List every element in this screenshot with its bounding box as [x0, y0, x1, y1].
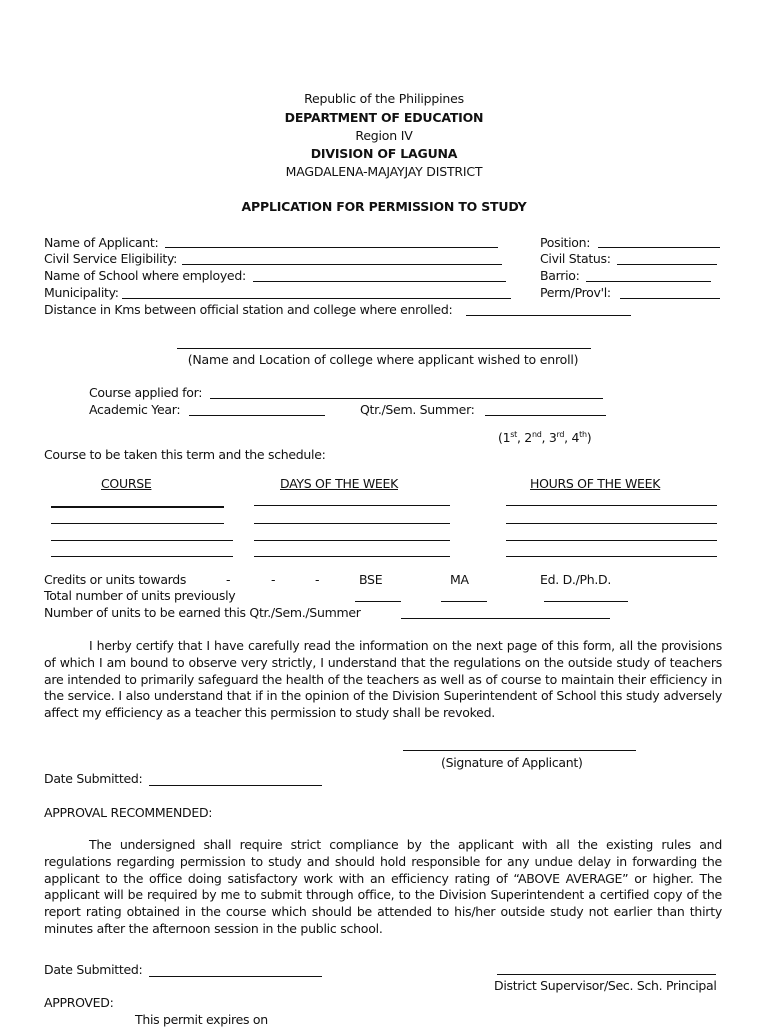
applicant-signature-field[interactable] — [403, 750, 636, 751]
dash-3: - — [315, 572, 320, 587]
days-row-4[interactable] — [254, 556, 450, 557]
perm-provl-field[interactable] — [620, 298, 720, 299]
days-row-3[interactable] — [254, 540, 450, 541]
course-row-3[interactable] — [51, 540, 233, 541]
civil-status-label: Civil Status: — [540, 251, 611, 266]
civil-service-label: Civil Service Eligibility: — [44, 251, 178, 266]
units-to-earn-label: Number of units to be earned this Qtr./Sem./Summer — [44, 605, 361, 620]
qtr-sem-label: Qtr./Sem. Summer: — [360, 402, 475, 417]
date-submitted-2-label: Date Submitted: — [44, 962, 143, 977]
civil-status-field[interactable] — [617, 264, 717, 265]
header-region: Region IV — [355, 128, 413, 143]
edd-label: Ed. D./Ph.D. — [540, 572, 612, 587]
signature-caption: (Signature of Applicant) — [441, 755, 583, 770]
course-row-4[interactable] — [51, 556, 233, 557]
course-applied-field[interactable] — [210, 398, 603, 399]
bse-units-field[interactable] — [355, 601, 401, 602]
header-district: MAGDALENA-MAJAYJAY DISTRICT — [285, 164, 483, 179]
certification-paragraph: I herby certify that I have carefully read the information on the next page of this form, all the provisions of which I am bound to observe very strictly, I understand that the regulations on the outside study of teachers are intended to primarily safeguard the health of the teachers as well as of course to maintain their efficiency in the service. I also understand that if in the opinion of the Division Superintendent of School this study adversely affect my efficiency as a teacher this permission to study shall be revoked. — [44, 638, 722, 721]
date-submitted-2-field[interactable] — [149, 976, 322, 977]
barrio-field[interactable] — [586, 281, 711, 282]
approved-label: APPROVED: — [44, 995, 114, 1010]
header-republic: Republic of the Philippines — [304, 91, 464, 106]
dash-1: - — [226, 572, 231, 587]
hours-row-4[interactable] — [506, 556, 717, 557]
perm-provl-label: Perm/Prov'l: — [540, 285, 611, 300]
name-of-applicant-field[interactable] — [165, 247, 498, 248]
date-submitted-field[interactable] — [149, 785, 322, 786]
ordinal-note: (1st, 2nd, 3rd, 4th) — [498, 429, 592, 445]
approval-recommended-label: APPROVAL RECOMMENDED: — [44, 805, 213, 820]
units-to-earn-field[interactable] — [401, 618, 610, 619]
position-label: Position: — [540, 235, 591, 250]
barrio-label: Barrio: — [540, 268, 580, 283]
course-applied-label: Course applied for: — [89, 385, 203, 400]
academic-year-label: Academic Year: — [89, 402, 181, 417]
edd-units-field[interactable] — [544, 601, 628, 602]
days-row-2[interactable] — [254, 523, 450, 524]
school-employed-field[interactable] — [253, 281, 506, 282]
days-header: DAYS OF THE WEEK — [280, 476, 398, 491]
undersigned-paragraph: The undersigned shall require strict compliance by the applicant with all the existing rules and regulations regarding permission to study and should hold responsible for any undue delay in forwarding the applicant to the office doing satisfactory work with an efficiency rating of “ABOVE AVERAGE” or higher. The applicant will be required by me to submit through office, to the Division Superintendent a certified copy of the report rating obtained in the course which should be attended to his/her outside study not earlier than thirty minutes after the afternoon session in the public school. — [44, 837, 722, 936]
dash-2: - — [271, 572, 276, 587]
hours-row-3[interactable] — [506, 540, 717, 541]
supervisor-signature-field[interactable] — [497, 974, 716, 975]
municipality-label: Municipality: — [44, 285, 119, 300]
hours-header: HOURS OF THE WEEK — [530, 476, 661, 491]
credits-label: Credits or units towards — [44, 572, 187, 587]
school-employed-label: Name of School where employed: — [44, 268, 246, 283]
date-submitted-label: Date Submitted: — [44, 771, 143, 786]
permit-expires-label: This permit expires on — [135, 1012, 268, 1027]
header-department: DEPARTMENT OF EDUCATION — [284, 110, 484, 125]
distance-label: Distance in Kms between official station and college where enrolled: — [44, 302, 453, 317]
distance-field[interactable] — [466, 315, 631, 316]
name-of-applicant-label: Name of Applicant: — [44, 235, 159, 250]
supervisor-caption: District Supervisor/Sec. Sch. Principal — [494, 978, 717, 993]
schedule-label: Course to be taken this term and the schedule: — [44, 447, 326, 462]
civil-service-field[interactable] — [182, 264, 502, 265]
municipality-field[interactable] — [122, 298, 511, 299]
total-units-label: Total number of units previously — [44, 588, 236, 603]
course-row-1[interactable] — [51, 506, 224, 508]
college-field[interactable] — [177, 348, 591, 349]
position-field[interactable] — [598, 247, 720, 248]
days-row-1[interactable] — [254, 505, 450, 506]
bse-label: BSE — [359, 572, 383, 587]
hours-row-1[interactable] — [506, 505, 717, 506]
course-header: COURSE — [101, 476, 152, 491]
ma-units-field[interactable] — [441, 601, 487, 602]
hours-row-2[interactable] — [506, 523, 717, 524]
header-division: DIVISION OF LAGUNA — [310, 146, 458, 161]
course-row-2[interactable] — [51, 523, 224, 524]
form-title: APPLICATION FOR PERMISSION TO STUDY — [241, 199, 527, 214]
academic-year-field[interactable] — [189, 415, 325, 416]
qtr-sem-field[interactable] — [485, 415, 606, 416]
college-caption: (Name and Location of college where applicant wished to enroll) — [187, 352, 579, 367]
ma-label: MA — [450, 572, 469, 587]
